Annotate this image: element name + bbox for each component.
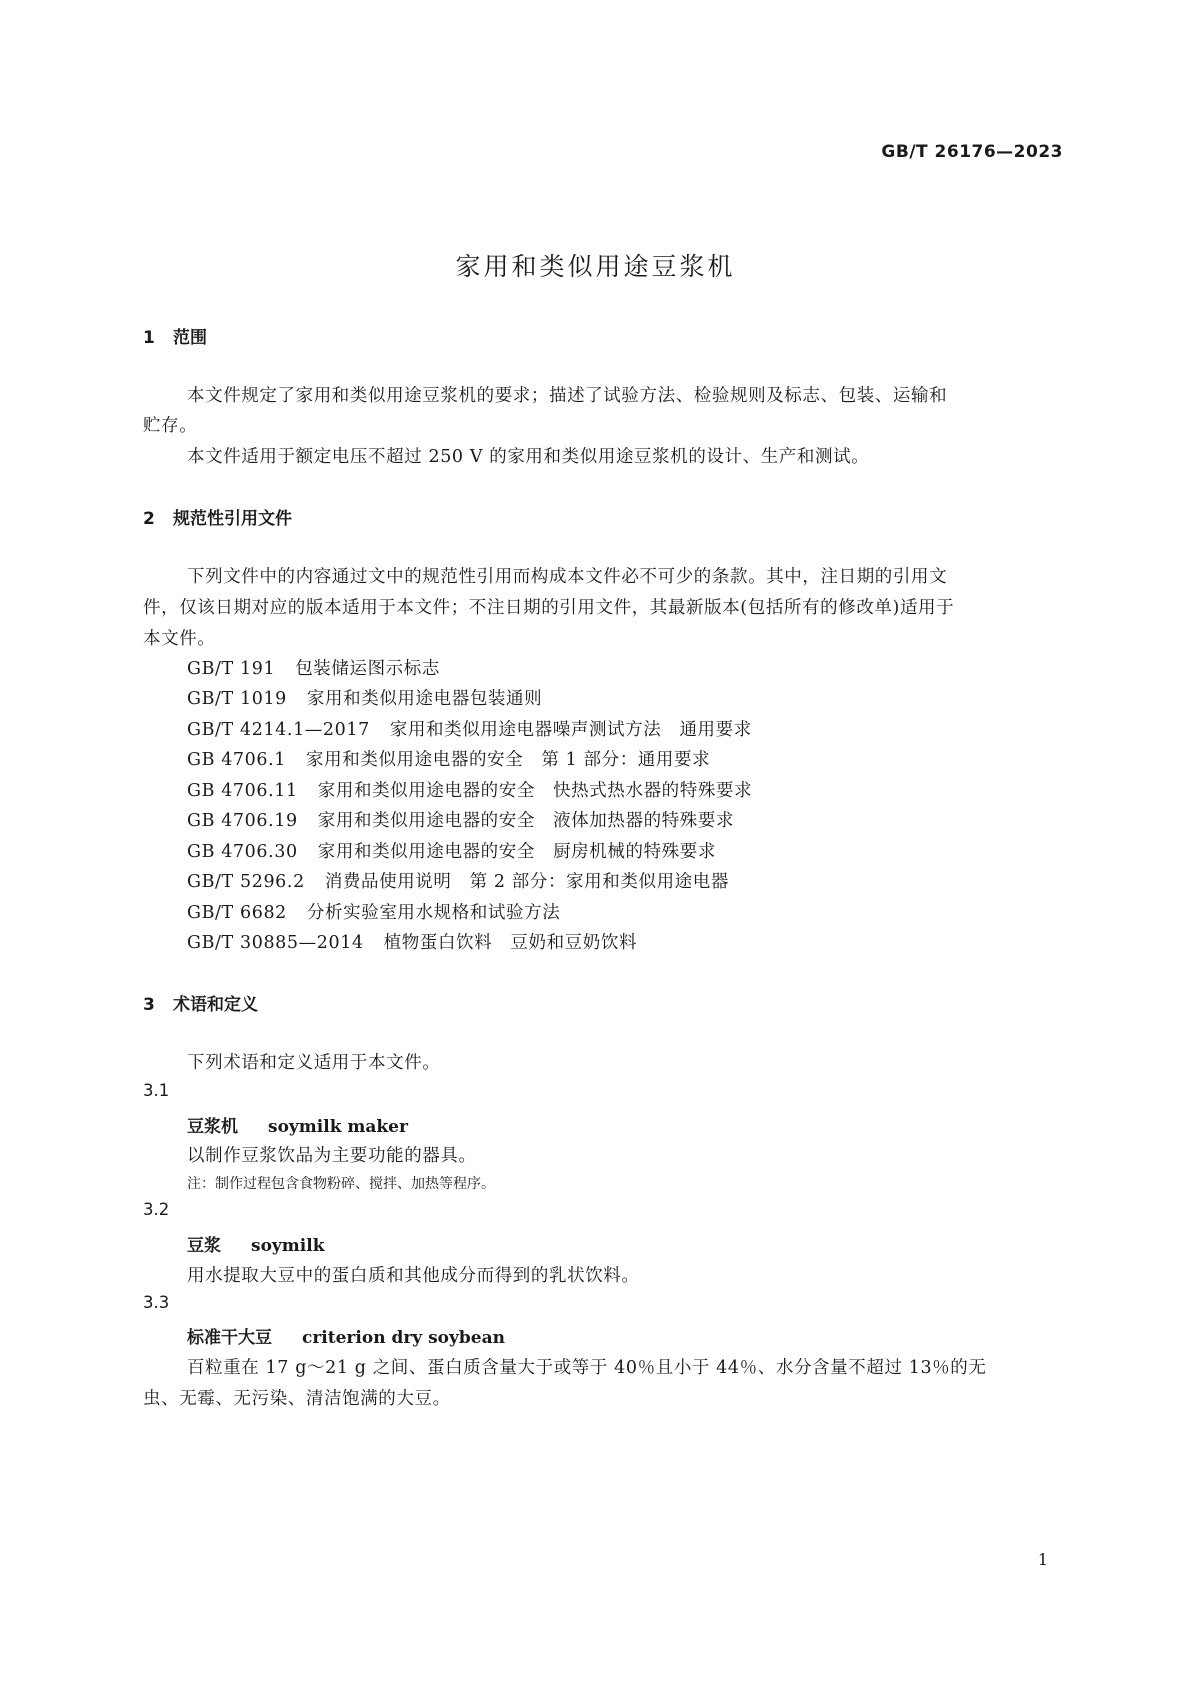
reference-item bbox=[187, 807, 734, 832]
reference-code: GB 4706.11 bbox=[187, 781, 298, 801]
reference-item bbox=[187, 868, 729, 893]
references-intro-line-3: 本文件。 bbox=[143, 629, 216, 649]
terms-intro: 下列术语和定义适用于本文件。 bbox=[187, 1053, 441, 1073]
reference-title: 家用和类似用途电器的安全 厨房机械的特殊要求 bbox=[317, 842, 716, 862]
scope-paragraph-line-1: 本文件规定了家用和类似用途豆浆机的要求；描述了试验方法、检验规则及标志、包装、运输和 bbox=[187, 386, 948, 406]
reference-code: GB 4706.1 bbox=[187, 750, 287, 770]
references-intro-line-1: 下列文件中的内容通过文中的规范性引用而构成本文件必不可少的条款。其中，注日期的引用文 bbox=[187, 567, 948, 587]
term-heading bbox=[187, 1323, 505, 1348]
term-number: 3.3 bbox=[143, 1293, 170, 1312]
reference-title: 家用和类似用途电器的安全 快热式热水器的特殊要求 bbox=[317, 781, 753, 801]
reference-item bbox=[187, 685, 542, 710]
term-zh: 豆浆 bbox=[187, 1236, 221, 1256]
reference-code: GB/T 4214.1—2017 bbox=[187, 720, 370, 740]
standard-number: GB/T 26176—2023 bbox=[881, 142, 1063, 162]
reference-item bbox=[187, 777, 752, 802]
section-1-heading bbox=[143, 323, 207, 348]
section-number: 2 bbox=[143, 509, 155, 529]
term-heading bbox=[187, 1231, 324, 1256]
term-definition: 以制作豆浆饮品为主要功能的器具。 bbox=[187, 1146, 477, 1166]
term-zh: 豆浆机 bbox=[187, 1117, 238, 1137]
scope-paragraph-line-2: 贮存。 bbox=[143, 416, 198, 436]
term-en: soymilk maker bbox=[268, 1117, 408, 1137]
section-number: 1 bbox=[143, 328, 155, 348]
reference-title: 家用和类似用途电器噪声测试方法 通用要求 bbox=[389, 720, 752, 740]
reference-title: 家用和类似用途电器的安全 液体加热器的特殊要求 bbox=[317, 811, 735, 831]
reference-item bbox=[187, 746, 710, 771]
reference-item bbox=[187, 899, 560, 924]
section-2-heading bbox=[143, 504, 292, 529]
reference-title: 家用和类似用途电器包装通则 bbox=[306, 689, 543, 709]
term-heading bbox=[187, 1112, 408, 1137]
term-en: criterion dry soybean bbox=[302, 1328, 505, 1348]
reference-code: GB/T 6682 bbox=[187, 903, 287, 923]
reference-title: 植物蛋白饮料 豆奶和豆奶饮料 bbox=[383, 933, 638, 953]
section-title: 范围 bbox=[173, 328, 207, 348]
scope-paragraph-2: 本文件适用于额定电压不超过 250 V 的家用和类似用途豆浆机的设计、生产和测试。 bbox=[187, 447, 870, 467]
term-definition-line-1: 百粒重在 17 g～21 g 之间、蛋白质含量大于或等于 40％且小于 44％、水分含量不超过 13％的无 bbox=[187, 1358, 987, 1378]
reference-code: GB/T 1019 bbox=[187, 689, 287, 709]
term-en: soymilk bbox=[251, 1236, 325, 1256]
term-definition-line-2: 虫、无霉、无污染、清洁饱满的大豆。 bbox=[143, 1389, 451, 1409]
term-note: 注：制作过程包含食物粉碎、搅拌、加热等程序。 bbox=[187, 1176, 495, 1192]
term-number: 3.2 bbox=[143, 1200, 170, 1219]
page-number: 1 bbox=[1037, 1550, 1048, 1569]
references-intro-line-2: 件，仅该日期对应的版本适用于本文件；不注日期的引用文件，其最新版本(包括所有的修改单)适用于 bbox=[143, 598, 955, 618]
reference-code: GB/T 30885—2014 bbox=[187, 933, 364, 953]
reference-item bbox=[187, 716, 752, 741]
term-definition: 用水提取大豆中的蛋白质和其他成分而得到的乳状饮料。 bbox=[187, 1266, 640, 1286]
document-title: 家用和类似用途豆浆机 bbox=[455, 252, 736, 281]
section-title: 规范性引用文件 bbox=[173, 509, 292, 529]
reference-code: GB/T 191 bbox=[187, 659, 276, 679]
reference-item bbox=[187, 838, 716, 863]
term-zh: 标准干大豆 bbox=[187, 1328, 272, 1348]
reference-code: GB/T 5296.2 bbox=[187, 872, 305, 892]
reference-title: 包装储运图示标志 bbox=[295, 659, 440, 679]
section-number: 3 bbox=[143, 995, 155, 1015]
reference-item bbox=[187, 929, 637, 954]
reference-title: 分析实验室用水规格和试验方法 bbox=[306, 903, 561, 923]
term-number: 3.1 bbox=[143, 1081, 170, 1100]
reference-title: 家用和类似用途电器的安全 第 1 部分：通用要求 bbox=[306, 750, 711, 770]
section-title: 术语和定义 bbox=[173, 995, 258, 1015]
reference-item bbox=[187, 655, 440, 680]
section-3-heading bbox=[143, 990, 258, 1015]
reference-code: GB 4706.19 bbox=[187, 811, 298, 831]
reference-title: 消费品使用说明 第 2 部分：家用和类似用途电器 bbox=[324, 872, 729, 892]
reference-code: GB 4706.30 bbox=[187, 842, 298, 862]
